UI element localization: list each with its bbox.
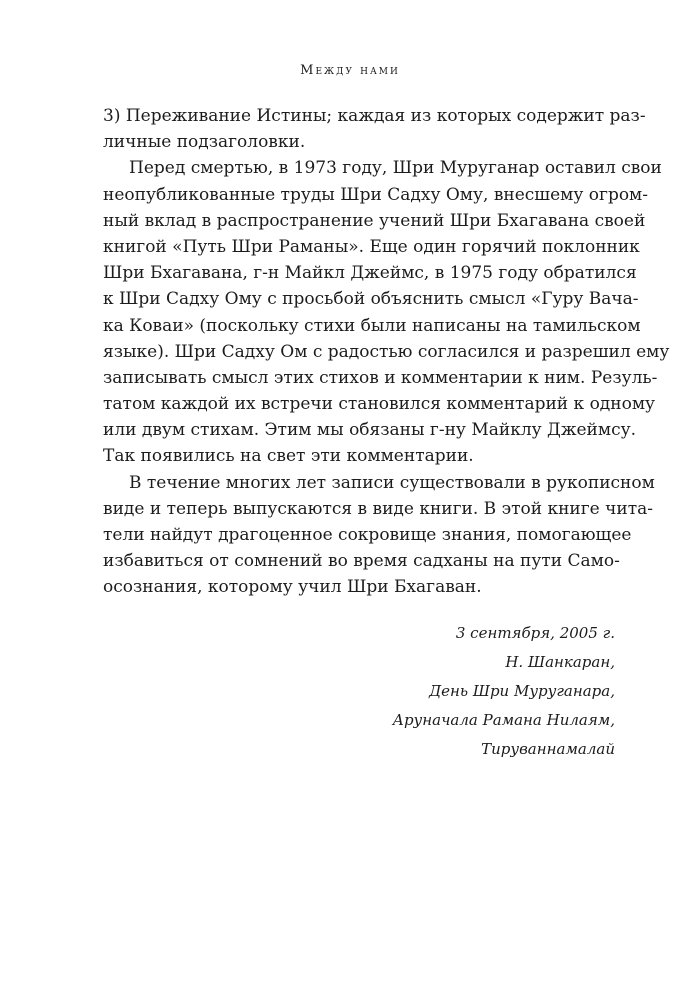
signature-author: Н. Шанкаран, bbox=[505, 653, 615, 671]
signature-city: Тируваннамалай bbox=[481, 740, 615, 758]
body-line: 3) Переживание Истины; каждая из которых содержит раз- bbox=[103, 106, 646, 126]
body-line: Так появились на свет эти комментарии. bbox=[103, 446, 474, 467]
body-line: Шри Бхагавана, г-н Майкл Джеймс, в 1975 году обратился bbox=[103, 263, 637, 284]
signature-date: 3 сентября, 2005 г. bbox=[455, 624, 615, 642]
body-line: языке). Шри Садху Ом с радостью согласился и разрешил ему bbox=[103, 341, 670, 362]
body-line: ка Коваи» (поскольку стихи были написаны на тамильском bbox=[103, 315, 641, 336]
body-line: неопубликованные труды Шри Садху Ому, внесшему огром- bbox=[103, 184, 649, 205]
signature-place: Аруначала Рамана Нилаям, bbox=[392, 711, 615, 729]
running-head: Между нами bbox=[300, 63, 400, 78]
body-line: татом каждой их встречи становился комментарий к одному bbox=[103, 394, 656, 415]
body-line: избавиться от сомнений во время садханы на пути Само- bbox=[103, 551, 620, 572]
body-line: виде и теперь выпускаются в виде книги. В этой книге чита- bbox=[103, 498, 653, 519]
body-line: осознания, которому учил Шри Бхагаван. bbox=[103, 577, 482, 598]
signature-block bbox=[393, 619, 615, 764]
paragraph-start-line: Перед смертью, в 1973 году, Шри Муруганар оставил свои bbox=[129, 158, 662, 179]
body-text bbox=[103, 103, 670, 601]
paragraph-start-line: В течение многих лет записи существовали в рукописном bbox=[129, 472, 655, 493]
body-line: книгой «Путь Шри Раманы». Еще один горячий поклонник bbox=[103, 236, 640, 257]
body-line: или двум стихам. Этим мы обязаны г-ну Майклу Джеймсу. bbox=[103, 420, 637, 441]
signature-occasion: День Шри Муруганара, bbox=[428, 682, 615, 700]
body-line: к Шри Садху Ому с просьбой объяснить смысл «Гуру Вача- bbox=[103, 289, 639, 310]
body-line: записывать смысл этих стихов и комментарии к ним. Резуль- bbox=[103, 367, 658, 388]
body-line: тели найдут драгоценное сокровище знания, помогающее bbox=[103, 525, 632, 545]
body-line: ный вклад в распространение учений Шри Бхагавана своей bbox=[103, 210, 646, 231]
body-line: личные подзаголовки. bbox=[103, 132, 306, 153]
